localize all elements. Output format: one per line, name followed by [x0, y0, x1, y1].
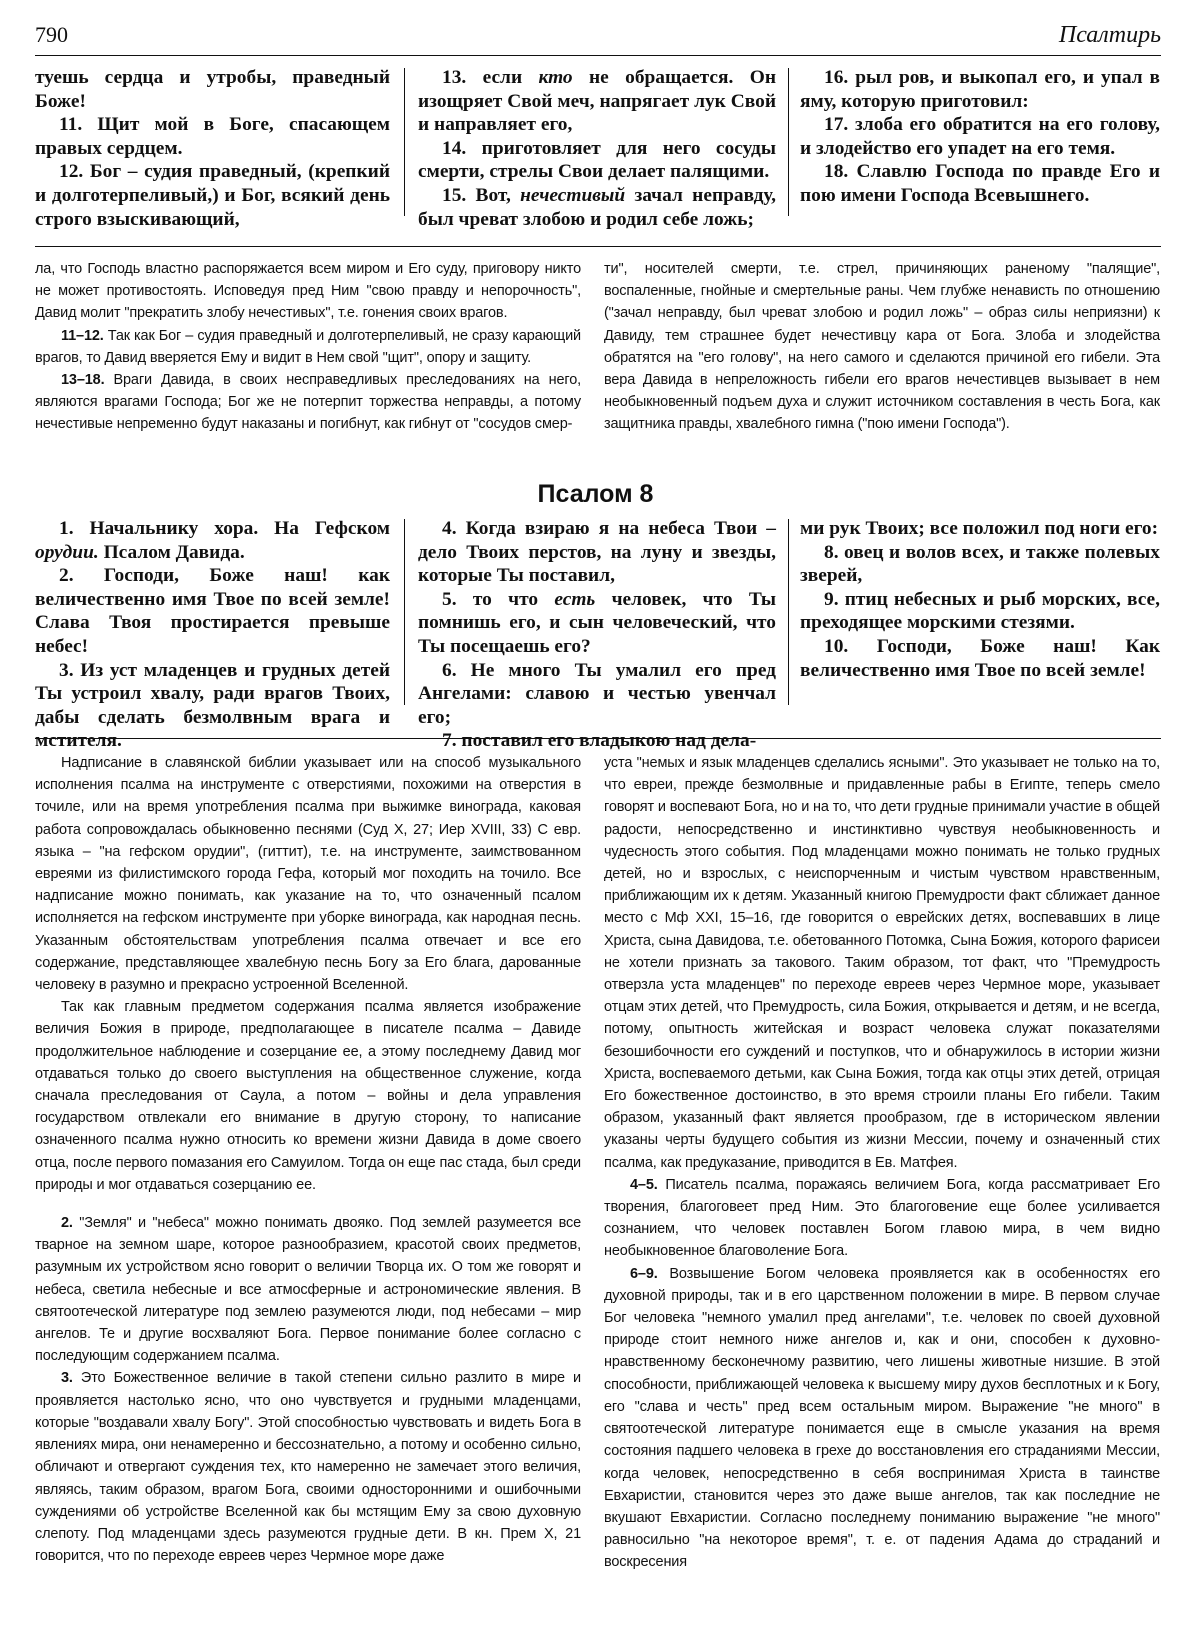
column-divider: [404, 68, 405, 216]
commentary-paragraph: ти", носителей смерти, т.е. стрел, причиняющих раненому "палящие", воспаленные, гнойные и смертельные раны. Чем глубже ненависть по отношению ("зачал неправду, был чреват злобою и родил ложь" – образ силы неприязни) к Давиду, тем страшнее будет нечестивцу кара от Бога. Злоба и злодейства обратятся на "его голову", на него самого и сделаются причиной его гибели. Эта вера Давида в непреложность гибели его врагов нечестивцев вызывает в нем необыкновенный подъем духа и служит источником составления в честь Бога, как защитника правды, хвалебного гимна ("пою имени Господа").: [604, 261, 1160, 433]
verse-5-a: 5. то что: [442, 588, 555, 610]
column-divider: [404, 519, 405, 705]
verse-15: [418, 184, 776, 231]
psalm8-column-3: [800, 517, 1160, 682]
verse-9: 9. птиц небесных и рыб морских, все, преходящее морскими стезями.: [800, 588, 1160, 634]
verse-column-2: [418, 66, 776, 231]
commentary-paragraph: [604, 1174, 1160, 1263]
verse-13-a: 13. если: [442, 67, 539, 88]
commentary-paragraph: Надписание в славянской библии указывает или на способ музыкального исполнения псалма на инструменте с отверстиями, похожими на отверстия в точиле, или на время употребления псалма при выжимке винограда, каковая работа сопровождалась обыкновенно песнями (Суд X, 27; Иер XVIII, 33) С евр. языка – "на гефском орудии", (гиттит), т.е. на инструменте, заимствованном евреями из филистимского города Гефа, который мог походить на точило. Все надписание можно понимать, как указание на то, что означенный псалом исполняется на гефском инструменте при уборке винограда, как народная песнь. Указанным обстоятельствам употребления псалма отвечает и все его содержание, представляющее хвалебную песнь Богу за Его блага, дарованные человеку в разумно и прекрасно устроенной Вселенной.: [35, 755, 581, 994]
verse-ref: 4–5.: [630, 1176, 658, 1193]
commentary-paragraph: уста "немых и язык младенцев сделались ясными". Это указывает не только на то, что евреи, прежде безмолвные и придавленные рабы в Египте, теперь смело говорят и воспевают Бога, но и на то, что дети грудные принимали участие в общей радости, непосредственно и инстинктивно чувствуя необыкновенность и чудесность этого события. Под младенцами можно понимать не только грудных детей, но и взрослых, с неиспорченным и чистым чувством нравственным, приближающим их к детям. Указанный книгою Премудрости факт сближает данное место с Мф XXI, 15–16, где говорится о еврейских детях, воспевавших в лице Христа, сына Давидова, т.е. обетованного Потомка, Сына Божия, которого фарисеи не хотели признать за такового. Таким образом, тот факт, что "Премудрость отверзла уста младенцев" по переходе евреев через Чермное море, указывает отцам этих детей, что Премудрость, сила Божия, открывается и детям, и не всегда, потому, опытность житейская и возраст человека служат показателями безошибочности его суждений и поступков, что и обнаружилось в истории жизни Христа, воспеваемого детьми, как Сына Божия, тогда как отцы этих детей, отрицая Его божественное достоинство, в это время строили планы Его гибели. Таким образом, указанный факт является прообразом, где в историческом явлении указаны черты будущего события из жизни Мессии, почему и означенный стих псалма, как предуказание, приводится в Ев. Матфея.: [604, 755, 1160, 1171]
verse-5-b: человек, что Ты помнишь его, и сын человеческий, что Ты посещаешь его?: [418, 588, 777, 657]
verse-18: 18. Славлю Господа по правде Его и пою имени Господа Всевышнего.: [800, 161, 1160, 206]
header-rule: [35, 55, 1161, 56]
column-divider: [788, 519, 789, 705]
verse-ref: 2.: [61, 1215, 73, 1232]
verse-10: 10. Господи, Боже наш! Как величественно имя Твое по всей земле!: [800, 635, 1160, 681]
verse-1-b: Псалом Давида.: [98, 541, 245, 563]
page-header: [35, 22, 1161, 54]
verse-13-italic: кто: [538, 67, 573, 88]
verse-13: [418, 66, 776, 137]
commentary-left: [35, 752, 581, 1567]
verse-1-italic: орудии.: [35, 541, 99, 563]
commentary-paragraph: [35, 369, 581, 436]
commentary-paragraph: [604, 1263, 1160, 1574]
verse-15-italic: нечестивый: [520, 184, 626, 206]
verse-7: 7. поставил его владыкою над дела-: [442, 730, 757, 752]
running-title: Псалтирь: [1058, 22, 1161, 48]
verse-ref: 11–12.: [61, 327, 104, 344]
commentary-text: Писатель псалма, поражаясь величием Бога, когда рассматривает Его творения, благоговеет пред Ним. Это благоговение еще более усиливается сознанием, что человек поставлен Богом главою мира, в чем видно необыкновенное благоволение Бога.: [604, 1176, 1160, 1260]
verse-text: туешь сердца и утробы, праведный Боже!: [35, 67, 390, 112]
verse-ref: 3.: [61, 1370, 73, 1387]
verse-13-b: не обращается. Он изощряет Свой меч, напрягает лук Свой и направляет его,: [418, 67, 777, 136]
verse-16: 16. рыл ров, и выкопал его, и упал в яму, которую приготовил:: [800, 67, 1160, 112]
section-rule: [35, 738, 1161, 739]
verse-1: [35, 517, 390, 564]
verse-ref: 13–18.: [61, 372, 105, 389]
psalm8-column-2: [418, 517, 776, 753]
psalm8-column-1: [35, 517, 390, 753]
verse-12: 12. Бог – судия праведный, (крепкий и долготерпеливый,) и Бог, всякий день строго взыскивающий,: [35, 161, 390, 230]
commentary-paragraph: [35, 1212, 581, 1367]
page-number: 790: [35, 22, 68, 47]
commentary-paragraph: ла, что Господь властно распоряжается всем миром и Его суду, приговору никто не может противостоять. Исповедуя пред Ним "свою правду и непорочность", Давид молит "прекратить злобу нечестивых", т.е. гонения своих врагов.: [35, 261, 581, 322]
verse-14: 14. приготовляет для него сосуды смерти, стрелы Свои делает палящими.: [418, 137, 776, 183]
commentary-text: Это Божественное величие в такой степени сильно разлито в мире и проявляется настолько ясно, что оно чувствуется и грудными младенцами, которые "воздавали хвалу Богу". Этой способностью чувствовать и видеть Бога в явлениях мира, они ненамеренно и бессознательно, а потому и особенно сильно, обличают и отвергают суждения тех, кто намеренно не замечает этого величия, являясь, таким образом, врагом Бога, своими односторонними и ошибочными суждениями об устройстве Вселенной как бы мстящим Ему за свою духовную слепоту. Под младенцами здесь разумеются грудные дети. В кн. Прем X, 21 говорится, что по переходе евреев через Чермное море даже: [35, 1370, 581, 1565]
verse-11: 11. Щит мой в Боге, спасающем правых сердцем.: [35, 114, 390, 159]
verse-15-b: зачал неправду, был чреват злобою и родил себе ложь;: [418, 184, 776, 230]
verse-4: 4. Когда взираю я на небеса Твои – дело Твоих перстов, на луну и звезды, которые Ты поставил,: [418, 518, 776, 587]
verse-2: 2. Господи, Боже наш! как величественно имя Твое по всей земле! Слава Твоя простирается превыше небес!: [35, 565, 390, 657]
verse-17: 17. злоба его обратится на его голову, и злодейство его упадет на его темя.: [800, 114, 1160, 159]
commentary-paragraph: Так как главным предметом содержания псалма является изображение величия Божия в природе, предполагающее в писателе псалма – Давиде продолжительное наблюдение и созерцание ее, а этому последнему Давид мог отдаваться только до своего выступления на общественное служение, когда сначала преследования от Саула, а потом – войны и дела управления государством отвлекали его внимание в другую сторону, то написание означенного псалма нужно относить ко времени жизни Давида в доме своего отца, после первого помазания его Самуилом. Тогда он еще пас стада, был среди природы и мог отдаваться созерцанию ее.: [35, 999, 581, 1193]
commentary-right: [604, 752, 1160, 1574]
verse-15-a: 15. Вот,: [442, 184, 521, 206]
section-rule: [35, 246, 1161, 247]
commentary-paragraph: [35, 1367, 581, 1567]
verse-6: 6. Не много Ты умалил его пред Ангелами: славою и честью увенчал его;: [418, 659, 776, 728]
verse-8: 8. овец и волов всех, и также полевых зверей,: [800, 541, 1160, 587]
verse-3: 3. Из уст младенцев и грудных детей Ты устроил хвалу, ради врагов Твоих, дабы сделать безмолвным врага и мстителя.: [35, 659, 390, 752]
commentary-left: [35, 258, 581, 436]
verse-text: ми рук Твоих; все положил под ноги его:: [800, 518, 1159, 539]
verse-5: [418, 588, 776, 659]
commentary-text: Враги Давида, в своих несправедливых преследованиях на него, являются врагами Господа; Бог же не потерпит торжества неправды, а потому нечестивые непременно будут наказаны и погибнут, как гибнут от "сосудов смер-: [35, 372, 581, 433]
commentary-paragraph: [35, 325, 581, 369]
verse-5-italic: есть: [554, 588, 596, 610]
verse-column-1: [35, 66, 390, 231]
commentary-text: Возвышение Богом человека проявляется как в особенностях его духовной природы, так и в его царственном положении в мире. В первом случае Бог человека "немного умалил пред ангелами", т.е. человек по своей духовной природе стоит немного ниже ангелов и, как и они, способен к духовно-нравственному бесконечному развитию, чего лишены животные низшие. В этой способности, приближающей человека к высшему миру духов бесплотных и к Богу, его "слава и честь" пред всем остальным миром. Выражение "не много" в святоотеческой литературе понимается еще в смысле указания на время состояния падшего человека в грехе до восстановления его страданиями Мессии, когда человек, непосредственно в себя воспринимая Христа в таинстве Евхаристии, становится через это даже выше ангелов, так как последние не вкушают Евхаристии. Согласно последнему пониманию выражение "не много" равносильно "на некоторое время", т. е. от падения Адама до страданий и воскресения: [604, 1265, 1160, 1571]
commentary-right: [604, 258, 1160, 436]
verse-1-a: 1. Начальнику хора. На Гефском: [59, 518, 390, 539]
verse-column-3: [800, 66, 1160, 208]
psalm-heading: Псалом 8: [537, 480, 654, 508]
commentary-text: Так как Бог – судия праведный и долготерпеливый, не сразу карающий врагов, то Давид вверяется Ему и видит в Нем свой "щит", опору и защиту.: [35, 327, 581, 366]
commentary-text: "Земля" и "небеса" можно понимать двояко. Под землей разумеется все тварное на земном шаре, которое разнообразием, красотой своих предметов, разумным их устройством ясно говорит о величии Творца их. О том же говорят и небеса, светила небесные и все атмосферные и астрономические явления. В святоотеческой литературе под землею разумеются люди, под небесами – мир ангелов. Те и другие восхваляют Бога. Первое понимание более согласно с последующим содержанием псалма.: [35, 1215, 581, 1365]
verse-ref: 6–9.: [630, 1265, 658, 1282]
column-divider: [788, 68, 789, 216]
